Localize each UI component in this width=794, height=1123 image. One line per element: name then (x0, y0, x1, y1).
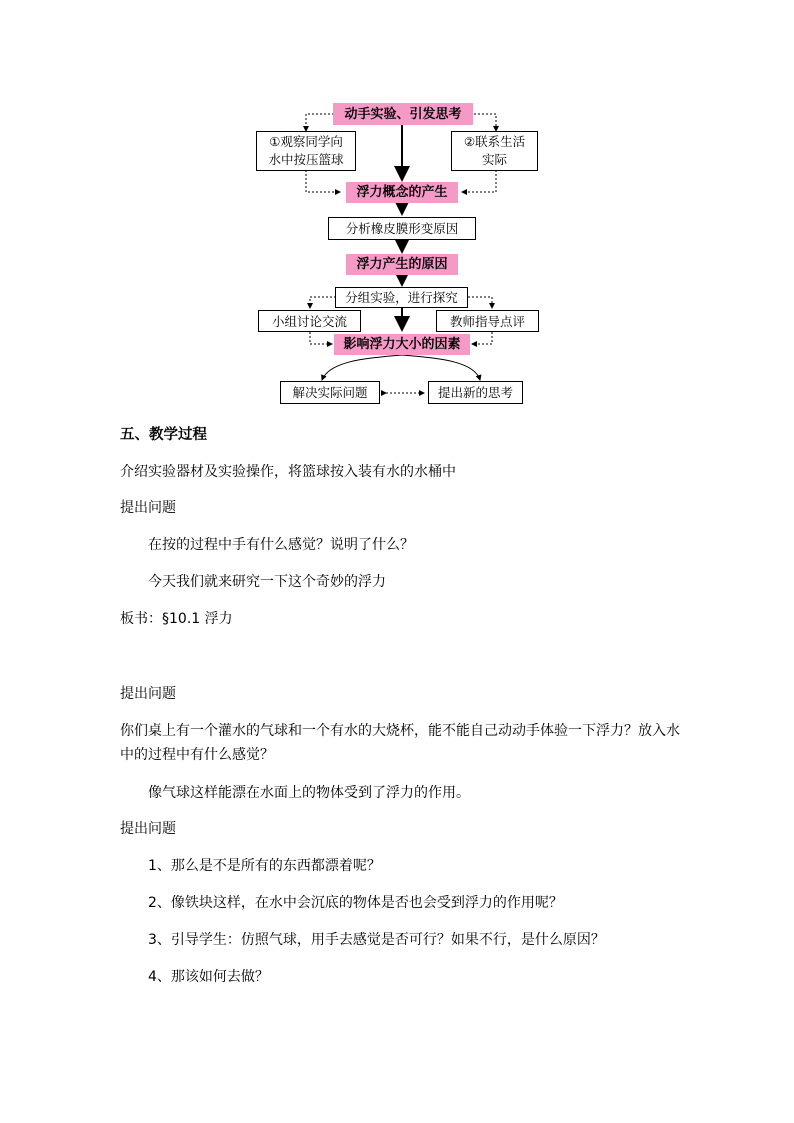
flow-box-newthink-label: 提出新的思考 (437, 385, 513, 400)
flow-box-discuss (258, 310, 361, 332)
flow-box-concept-label: 浮力概念的产生 (356, 185, 448, 200)
flow-box-group (335, 287, 468, 308)
flow-box-factors-label: 影响浮力大小的因素 (343, 337, 461, 352)
flow-box-left-line2: 水中按压篮球 (268, 152, 344, 167)
flow-box-analyze-label: 分析橡皮膜形变原因 (345, 221, 459, 236)
list-item-q3: 3、引导学生：仿照气球，用手去感觉是否可行？如果不行，是什么原因？ (148, 932, 605, 948)
paragraph-intro: 介绍实验器材及实验操作，将篮球按入装有水的水桶中 (120, 464, 456, 480)
dash-discuss-to-factors (310, 332, 332, 344)
flow-box-right (451, 131, 538, 171)
flow-box-top-label: 动手实验、引发思考 (344, 106, 462, 122)
flow-box-left-line1: ①观察同学向 (269, 134, 343, 149)
curve-factors-to-newthink (402, 355, 480, 380)
dash-teacher-to-factors (472, 332, 492, 344)
paragraph-question-1: 在按的过程中手有什么感觉？说明了什么？ (148, 537, 414, 553)
flow-box-top (333, 103, 473, 125)
flow-box-left (256, 131, 356, 171)
flow-box-solve (280, 381, 380, 404)
paragraph-question-label-3: 提出问题 (120, 821, 176, 837)
flow-box-right-line1: ②联系生活 (463, 134, 526, 149)
flow-box-teacher (436, 310, 539, 332)
flow-box-cause-label: 浮力产生的原因 (356, 257, 448, 272)
paragraph-question-label-2: 提出问题 (120, 686, 176, 702)
list-item-q2: 2、像铁块这样，在水中会沉底的物体是否也会受到浮力的作用呢？ (148, 895, 563, 911)
section-heading: 五、教学过程 (120, 427, 207, 443)
flow-box-right-line2: 实际 (481, 152, 507, 167)
flow-box-cause (346, 254, 458, 275)
paragraph-balloon-line1: 你们桌上有一个灌水的气球和一个有水的大烧杯，能不能自己动动手体验一下浮力？放入水 (120, 723, 680, 739)
list-item-q1: 1、那么是不是所有的东西都漂着呢？ (148, 858, 381, 874)
paragraph-question-label-1: 提出问题 (120, 500, 176, 516)
flow-box-teacher-label: 教师指导点评 (449, 313, 525, 329)
dash-group-to-teacher (468, 297, 492, 308)
flow-box-concept (346, 182, 458, 203)
flow-box-analyze (328, 217, 476, 240)
paragraph-balloon-line2: 中的过程中有什么感觉？ (120, 747, 274, 763)
flow-box-factors (334, 334, 470, 355)
flow-box-newthink (428, 381, 523, 404)
dash-right-to-concept (462, 170, 496, 192)
flow-box-discuss-label: 小组讨论交流 (271, 313, 347, 329)
dash-top-to-right (474, 114, 496, 131)
curve-factors-to-solve (322, 355, 402, 380)
dash-left-to-concept (306, 170, 340, 192)
dash-group-to-discuss (310, 297, 336, 308)
paragraph-balloon-conclusion: 像气球这样能漂在水面上的物体受到了浮力的作用。 (148, 785, 470, 801)
paragraph-board: 板书：§10.1 浮力 (120, 611, 233, 627)
teaching-flowchart (0, 0, 794, 420)
list-item-q4: 4、那该如何去做？ (148, 969, 269, 985)
flow-box-group-label: 分组实验，进行探究 (345, 290, 458, 305)
flowchart-connectors (0, 0, 794, 420)
flow-box-solve-label: 解决实际问题 (292, 385, 368, 400)
paragraph-today: 今天我们就来研究一下这个奇妙的浮力 (148, 574, 386, 590)
